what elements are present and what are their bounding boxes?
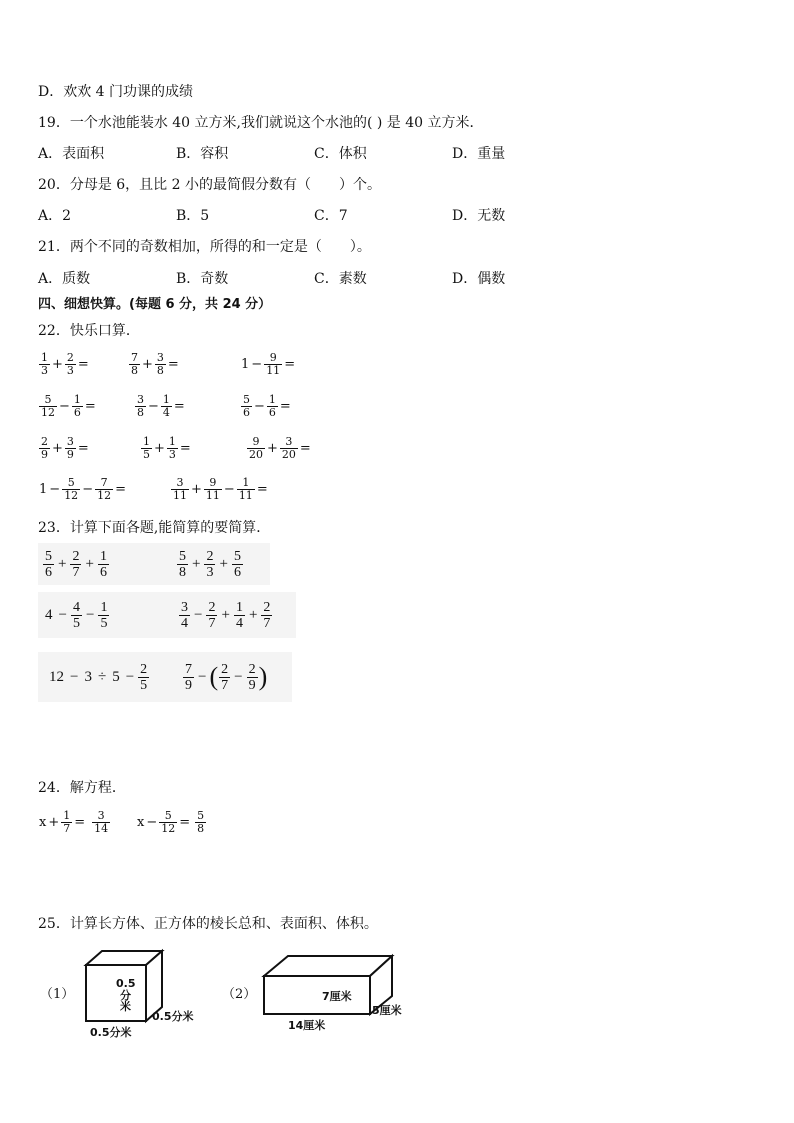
- q24-stem: 24．解方程．: [38, 780, 126, 796]
- q23-expr-2: $\frac{5}{8}$ + $\frac{2}{3}$ + $\frac{5}{6}$: [179, 548, 241, 580]
- q22-expr-4: $\frac{5}{12}$ − $\frac{1}{6}$ =: [41, 393, 96, 419]
- q23-row-3: [38, 652, 292, 702]
- q21-stem: 21．两个不同的奇数相加，所得的和一定是（ ）。: [38, 239, 371, 255]
- q24-equation-2: x − $\frac{5}{12}$ = $\frac{5}{8}$: [137, 809, 205, 835]
- cube-depth-label: 0.5分米: [152, 1010, 194, 1023]
- q22-expr-6: $\frac{5}{6}$ − $\frac{1}{6}$ =: [243, 393, 291, 419]
- fraction: $\frac{1}{4}$: [162, 393, 170, 419]
- q23-expr-5: 12 − 3 ÷ 5 − $\frac{2}{5}$: [49, 661, 148, 693]
- fraction: $\frac{1}{6}$: [73, 393, 81, 419]
- q21-option-a: A．质数: [38, 271, 91, 287]
- q19-option-b: B．容积: [176, 146, 229, 162]
- q19-stem: 19．一个水池能装水 40 立方米,我们就说这个水池的( ) 是 40 立方米．: [38, 115, 484, 131]
- cube-height-value: 0.5: [116, 977, 136, 990]
- cube-front-face: [86, 965, 146, 1021]
- fig1-label: （1）: [40, 987, 75, 1002]
- fraction: $\frac{7}{12}$: [97, 476, 112, 502]
- fraction: $\frac{3}{20}$: [281, 435, 296, 461]
- fraction: $\frac{1}{6}$: [268, 393, 276, 419]
- cuboid-height-label: 7厘米: [322, 990, 352, 1003]
- q19-option-c: C．体积: [314, 146, 367, 162]
- fraction: $\frac{1}{5}$: [143, 435, 150, 461]
- fraction: $\frac{9}{20}$: [249, 435, 263, 461]
- q22-expr-9: $\frac{9}{20}$ + $\frac{3}{20}$ =: [249, 435, 311, 461]
- cube-height-unit: 分 米: [120, 989, 131, 1013]
- q23-stem: 23．计算下面各题,能简算的要简算．: [38, 520, 271, 536]
- q24-equation-1: x + $\frac{1}{7}$ = $\frac{3}{14}$: [39, 809, 109, 835]
- q20-option-b: B．5: [176, 208, 210, 224]
- cuboid-length-label: 14厘米: [288, 1019, 326, 1032]
- fraction: $\frac{5}{12}$: [64, 476, 79, 502]
- q22-expr-5: $\frac{3}{8}$ − $\frac{1}{4}$ =: [137, 393, 185, 419]
- fraction: $\frac{3}{8}$: [156, 351, 164, 377]
- q23-row-2: [38, 592, 296, 638]
- q21-option-c: C．素数: [314, 271, 367, 287]
- q22-expr-10: 1 − $\frac{5}{12}$ − $\frac{7}{12}$ =: [39, 476, 126, 502]
- section-title: 四、细想快算。(每题 6 分，共 24 分）: [38, 297, 272, 312]
- q22-expr-3: 1 − $\frac{9}{11}$ =: [241, 351, 296, 377]
- q19-option-a: A．表面积: [38, 146, 105, 162]
- fig2-label: （2）: [222, 987, 257, 1002]
- q25-stem: 25．计算长方体、正方体的棱长总和、表面积、体积。: [38, 916, 378, 932]
- q23-expr-3: 4 − $\frac{4}{5}$ − $\frac{1}{5}$: [45, 599, 108, 631]
- q23-expr-6: $\frac{7}{9}$ − ( $\frac{2}{7}$ − $\frac{2}{9}$ ): [185, 661, 268, 693]
- q22-expr-1: $\frac{1}{3}$ + $\frac{2}{3}$ =: [41, 351, 89, 377]
- fraction: $\frac{9}{11}$: [266, 351, 281, 377]
- q23-expr-1: $\frac{5}{6}$ + $\frac{2}{7}$ + $\frac{1}{6}$: [45, 548, 107, 580]
- cuboid-front-face: [264, 976, 370, 1014]
- q23-expr-4: $\frac{3}{4}$ − $\frac{2}{7}$ + $\frac{1}{4}$ + $\frac{2}{7}$: [181, 599, 271, 631]
- q20-option-c: C．7: [314, 208, 348, 224]
- fraction: $\frac{3}{11}$: [173, 476, 187, 502]
- fraction: $\frac{1}{11}$: [238, 476, 253, 502]
- fraction: $\frac{2}{9}$: [41, 435, 48, 461]
- fraction: $\frac{5}{6}$: [243, 393, 250, 419]
- fraction: $\frac{7}{8}$: [131, 351, 138, 377]
- cuboid-depth-label: 5厘米: [372, 1004, 402, 1017]
- fraction: $\frac{3}{8}$: [137, 393, 144, 419]
- q20-option-a: A．2: [38, 208, 72, 224]
- q23-row-1: [38, 543, 270, 585]
- fraction: $\frac{9}{11}$: [205, 476, 220, 502]
- q22-expr-7: $\frac{2}{9}$ + $\frac{3}{9}$ =: [41, 435, 89, 461]
- q22-expr-8: $\frac{1}{5}$ + $\frac{1}{3}$ =: [143, 435, 191, 461]
- q22-stem: 22．快乐口算．: [38, 323, 140, 339]
- q19-option-d: D．重量: [452, 146, 506, 162]
- q18-option-d: D．欢欢 4 门功课的成绩: [38, 84, 194, 100]
- q22-expr-2: $\frac{7}{8}$ + $\frac{3}{8}$ =: [131, 351, 179, 377]
- fraction: $\frac{1}{3}$: [41, 351, 48, 377]
- fraction: $\frac{1}{3}$: [168, 435, 176, 461]
- fraction: $\frac{5}{12}$: [41, 393, 55, 419]
- q22-expr-11: $\frac{3}{11}$ + $\frac{9}{11}$ − $\frac{1}{11}$ =: [173, 476, 268, 502]
- q21-option-b: B．奇数: [176, 271, 229, 287]
- fraction: $\frac{2}{3}$: [66, 351, 74, 377]
- q20-stem: 20．分母是 6，且比 2 小的最简假分数有（ ）个。: [38, 177, 381, 193]
- fraction: $\frac{3}{9}$: [66, 435, 74, 461]
- cube-width-label: 0.5分米: [90, 1026, 132, 1039]
- q20-option-d: D．无数: [452, 208, 506, 224]
- q21-option-d: D．偶数: [452, 271, 506, 287]
